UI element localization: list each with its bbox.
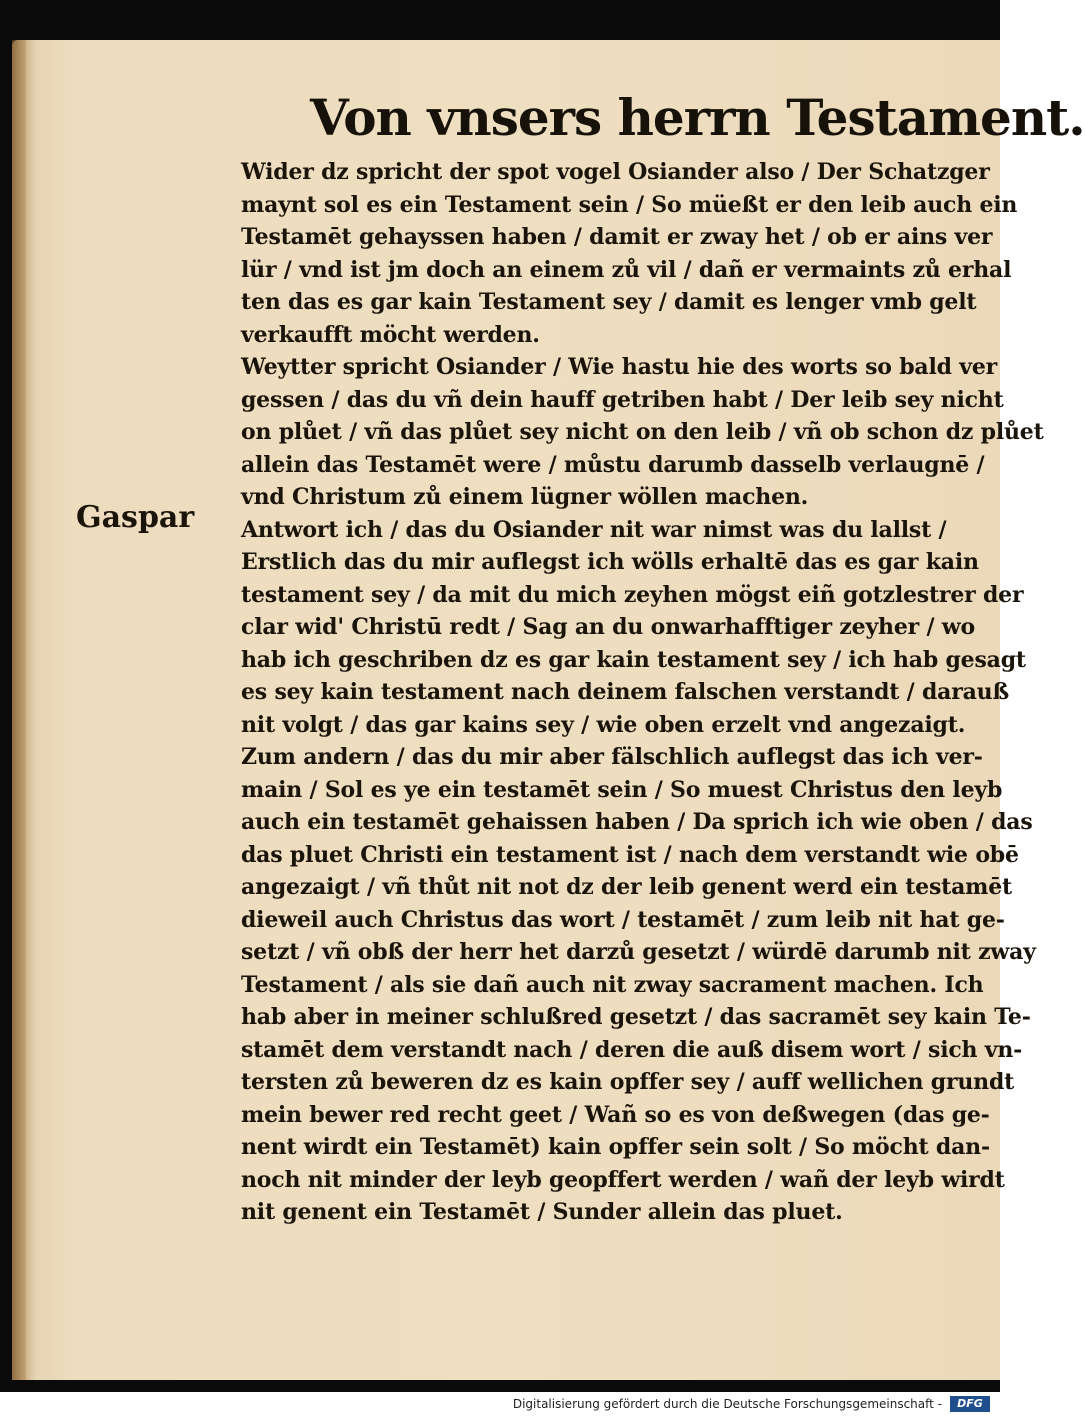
text-line: on plůet / vñ das plůet sey nicht on den leib / vñ ob schon dz plůet (241, 419, 1044, 445)
text-line: clar wid' Christū redt / Sag an du onwarhafftiger zeyher / wo (241, 614, 976, 640)
text-line: Wider dz spricht der spot vogel Osiander also / Der Schatzger (241, 159, 990, 185)
text-line: hab aber in meiner schlußred gesetzt / das sacramēt sey kain Te- (241, 1004, 1031, 1030)
text-line: Zum andern / das du mir aber fälschlich auflegst das ich ver- (241, 744, 983, 770)
funding-credit: Digitalisierung gefördert durch die Deutsche Forschungsgemeinschaft - (512, 1397, 942, 1411)
text-line: nent wirdt ein Testamēt) kain opffer sein solt / So möcht dan- (241, 1134, 990, 1160)
text-line: auch ein testamēt gehaissen haben / Da sprich ich wie oben / das (241, 809, 1033, 835)
page-gutter (12, 40, 26, 1380)
text-line: hab ich geschriben dz es gar kain testament sey / ich hab gesagt (241, 646, 1026, 673)
text-line: stamēt dem verstandt nach / deren die auß disem wort / sich vn- (241, 1036, 1023, 1063)
text-line: dieweil auch Christus das wort / testamēt / zum leib nit hat ge- (241, 906, 1005, 933)
text-line: nit genent ein Testamēt / Sunder allein das pluet. (241, 1199, 843, 1225)
text-line: main / Sol es ye ein testamēt sein / So muest Christus den leyb (241, 776, 1003, 803)
text-line: Testamēt gehayssen haben / damit er zway het / ob er ains ver (241, 224, 993, 250)
text-line: ten das es gar kain Testament sey / damit es lenger vmb gelt (241, 289, 977, 315)
text-line: maynt sol es ein Testament sein / So müeßt er den leib auch ein (241, 191, 1018, 218)
text-line: nit volgt / das gar kains sey / wie oben erzelt vnd angezaigt. (241, 711, 966, 738)
text-line: mein bewer red recht geet / Wañ so es von deßwegen (das ge- (241, 1101, 990, 1128)
text-line: allein das Testamēt were / můstu darumb dasselb verlaugnē / (241, 451, 985, 478)
text-line: noch nit minder der leyb geopffert werden / wañ der leyb wirdt (241, 1166, 1005, 1193)
marginal-note: Gaspar (76, 500, 195, 535)
text-line: tersten zů beweren dz es kain opffer sey / auff wellichen grundt (241, 1069, 1015, 1095)
text-line: verkaufft möcht werden. (241, 321, 540, 348)
text-line: Erstlich das du mir auflegst ich wölls erhaltē das es gar kain (241, 549, 979, 575)
text-line: Weytter spricht Osiander / Wie hastu hie des worts so bald ver (241, 354, 998, 380)
text-line: vnd Christum zů einem lügner wöllen machen. (241, 484, 809, 510)
text-line: lür / vnd ist jm doch an einem zů vil / dañ er vermaints zů erhal (241, 256, 1012, 283)
running-header: Von vnsers herrn Testament. (310, 88, 1085, 147)
digitization-footer (0, 1392, 1000, 1417)
dfg-logo-icon: DFG (950, 1396, 990, 1412)
text-line: setzt / vñ obß der herr het darzů gesetzt / würdē darumb nit zway (241, 939, 1036, 965)
text-line: angezaigt / vñ thůt nit not dz der leib genent werd ein testamēt (241, 874, 1012, 900)
text-line: gessen / das du vñ dein hauff getriben habt / Der leib sey nicht (241, 386, 1004, 413)
text-line: es sey kain testament nach deinem falschen verstandt / darauß (241, 679, 1009, 705)
text-line: Antwort ich / das du Osiander nit war nimst was du lallst / (241, 516, 947, 543)
text-line: das pluet Christi ein testament ist / nach dem verstandt wie obē (241, 841, 1019, 868)
text-line: Testament / als sie dañ auch nit zway sacrament machen. Ich (241, 971, 984, 998)
text-line: testament sey / da mit du mich zeyhen mögst eiñ gotzlestrer der (241, 581, 1024, 608)
body-text (241, 156, 1044, 1229)
